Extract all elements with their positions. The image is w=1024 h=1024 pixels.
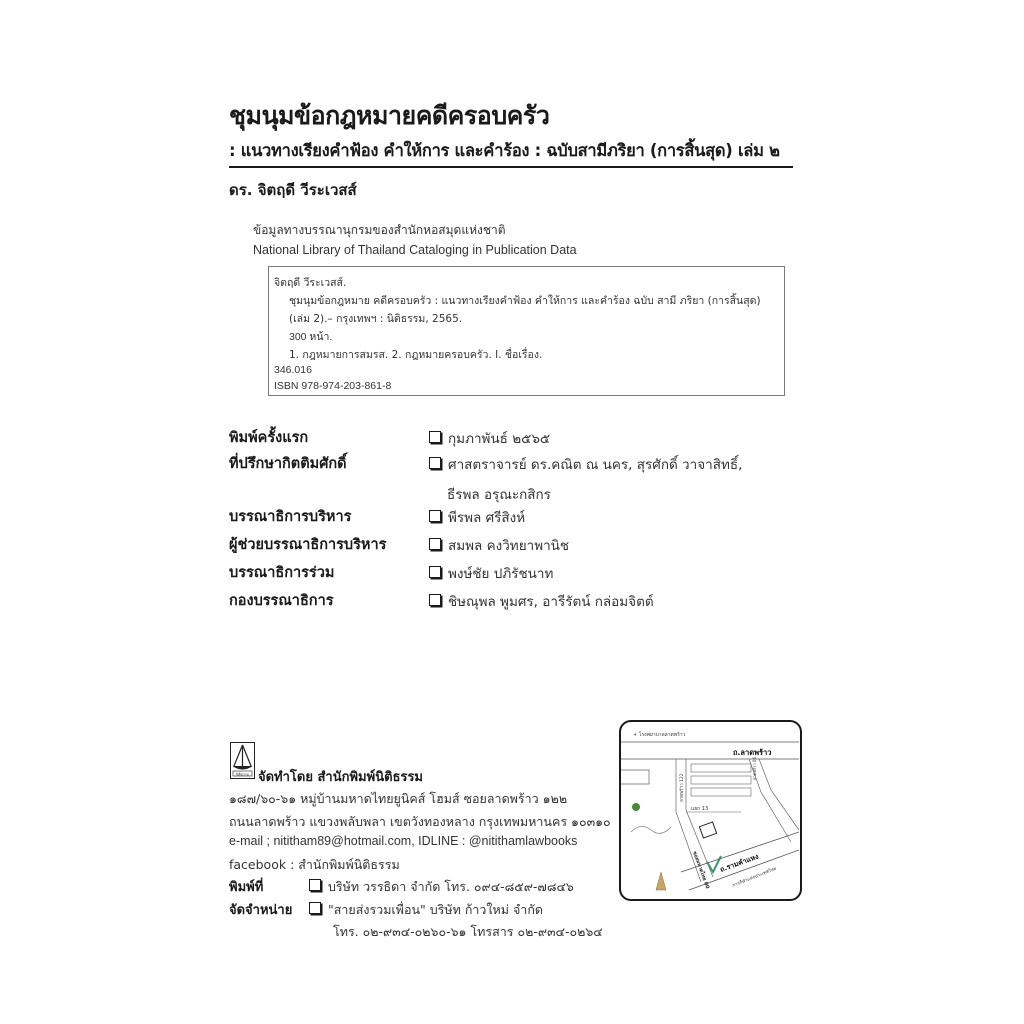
credit-value-wrap <box>429 590 654 612</box>
cip-line-author: จิตฤดี วีระเวสส์. <box>274 277 347 289</box>
map-soi-ladprao-122: ลาดพร้าว 122 <box>680 773 685 802</box>
credit-value: สมพล คงวิทยาพานิช <box>448 538 570 554</box>
checkbox-icon <box>429 594 441 606</box>
publisher-address-2: ถนนลาดพร้าว แขวงพลับพลา เขตวังทองหลาง กรุงเทพมหานคร ๑๐๓๑๐ <box>229 814 611 829</box>
credit-value-continued: ธีรพล อรุณะกสิกร <box>447 487 551 503</box>
credits-list <box>229 426 789 615</box>
map-block <box>691 788 751 796</box>
logo-caption: นิติธรรม <box>236 772 249 777</box>
publisher-name: จัดทำโดย สำนักพิมพ์นิติธรรม <box>258 770 423 785</box>
distributor-phone: โทร. ๐๒-๙๓๔-๐๒๖๐-๖๑ โทรสาร ๐๒-๙๓๔-๐๒๖๔ <box>333 924 603 939</box>
credit-label: พิมพ์ครั้งแรก <box>229 430 309 446</box>
book-subtitle: : แนวทางเรียงคำฟ้อง คำให้การ และคำร้อง : ฉบับสามีภริยา (การสิ้นสุด) เล่ม ๒ <box>229 141 780 160</box>
printed-by-value: บริษัท วรรธิดา จำกัด โทร. ๐๙๔-๘๕๙-๗๘๔๖ <box>328 879 574 894</box>
credit-value: พีรพล ศรีสิงห์ <box>448 510 526 526</box>
checkbox-icon <box>429 431 441 443</box>
map-road-ladprao: ถ.ลาดพร้าว <box>733 748 772 757</box>
checkbox-icon <box>309 879 321 891</box>
credit-value-wrap <box>429 453 742 505</box>
temple-icon <box>656 872 666 890</box>
credit-value: ศาสตราจารย์ ดร.คณิต ณ นคร, สุรศักดิ์ วาจาสิทธิ์, <box>448 457 743 473</box>
publisher-logo <box>230 742 255 779</box>
credit-value: พงษ์ชัย ปภิรัชนาท <box>448 566 554 582</box>
map-drawing <box>621 722 799 898</box>
book-author: ดร. จิตฤดี วีระเวสส์ <box>229 181 357 199</box>
logo-mark-icon <box>707 856 721 872</box>
credit-value: ชิษณุพล พูมศร, อารีรัตน์ กล่อมจิตต์ <box>448 594 654 610</box>
credit-value-wrap <box>429 427 550 449</box>
cip-box <box>268 266 785 396</box>
map-junction: แยก 13 <box>691 806 709 812</box>
credit-value: กุมภาพันธ์ ๒๕๖๕ <box>448 431 551 447</box>
credit-label: บรรณาธิการร่วม <box>229 565 335 581</box>
checkbox-icon <box>429 538 441 550</box>
credit-label: บรรณาธิการบริหาร <box>229 509 352 525</box>
map-authority-label: การกีฬาแห่งประเทศไทย <box>731 866 778 889</box>
map-canal-line <box>631 826 671 833</box>
building-icon <box>699 822 716 838</box>
map-road-line <box>759 759 799 830</box>
convenience-store-icon <box>632 803 640 811</box>
cip-line-edition: (เล่ม 2).– กรุงเทพฯ : นิติธรรม, 2565. <box>289 313 463 325</box>
printed-by-row <box>229 876 574 897</box>
credit-value-wrap <box>429 562 553 584</box>
checkbox-icon <box>429 510 441 522</box>
distributor-row <box>229 899 543 920</box>
credit-row-honorary-advisors <box>229 452 789 505</box>
publisher-address-1: ๑๘๗/๖๐-๖๑ หมู่บ้านมหาดไทยยูนิคส์ โฮมส์ ซอยลาดพร้าว ๑๒๒ <box>229 791 568 806</box>
credit-label: ผู้ช่วยบรรณาธิการบริหาร <box>229 537 387 553</box>
map-soi-right: ลาดพร้าว 04 <box>752 757 757 780</box>
checkbox-icon <box>429 566 441 578</box>
map-soi-mahadthai: ซอยมหาดไทย 80 <box>691 850 711 890</box>
location-map <box>619 720 802 901</box>
cip-heading-thai: ข้อมูลทางบรรณานุกรมของสำนักหอสมุดแห่งชาติ <box>253 223 506 237</box>
distributor-value: "สายส่งรวมเพื่อน" บริษัท ก้าวใหม่ จำกัด <box>328 902 544 917</box>
scales-icon <box>231 743 254 778</box>
cip-line-subjects: 1. กฎหมายการสมรส. 2. กฎหมายครอบครัว. I. ชื่อเรื่อง. <box>289 349 543 361</box>
publisher-contact: e-mail ; nititham89@hotmail.com, IDLINE : @nitithamlawbooks <box>229 834 578 848</box>
map-road-line <box>621 770 649 784</box>
title-rule <box>229 166 793 168</box>
book-title: ชุมนุมข้อกฎหมายคดีครอบครัว <box>229 101 550 130</box>
printed-by-label: พิมพ์ที่ <box>229 880 264 895</box>
credit-label: ที่ปรึกษากิตติมศักดิ์ <box>229 456 347 472</box>
cip-line-title: ชุมนุมข้อกฎหมาย คดีครอบครัว : แนวทางเรียงคำฟ้อง คำให้การ และคำร้อง ฉบับ สามี ภริยา (การสิ้นสุด) <box>289 295 761 307</box>
credit-row-co-editor <box>229 561 789 589</box>
map-hospital-label: + โรงพยาบาลลาดพร้าว <box>633 732 686 738</box>
cip-heading-english: National Library of Thailand Cataloging in Publication Data <box>253 243 577 257</box>
credit-value-wrap <box>429 534 569 556</box>
checkbox-icon <box>429 457 441 469</box>
credit-label: กองบรรณาธิการ <box>229 593 334 609</box>
credit-row-first-print <box>229 426 789 452</box>
map-road-ramkhamhaeng: ถ.รามคำแหง <box>718 852 760 874</box>
credit-value-wrap <box>429 506 525 528</box>
cip-line-classification: 346.016 <box>274 364 312 376</box>
map-block <box>691 776 751 784</box>
credit-row-assistant-editor <box>229 533 789 561</box>
publisher-facebook: facebook : สำนักพิมพ์นิติธรรม <box>229 857 400 872</box>
checkbox-icon <box>309 902 321 914</box>
cip-line-pages: 300 หน้า. <box>289 331 333 343</box>
cip-line-isbn: ISBN 978-974-203-861-8 <box>274 380 392 392</box>
map-block <box>691 764 751 772</box>
credit-row-editorial-board <box>229 589 789 615</box>
distributor-label: จัดจำหน่าย <box>229 903 293 918</box>
credit-row-executive-editor <box>229 505 789 533</box>
